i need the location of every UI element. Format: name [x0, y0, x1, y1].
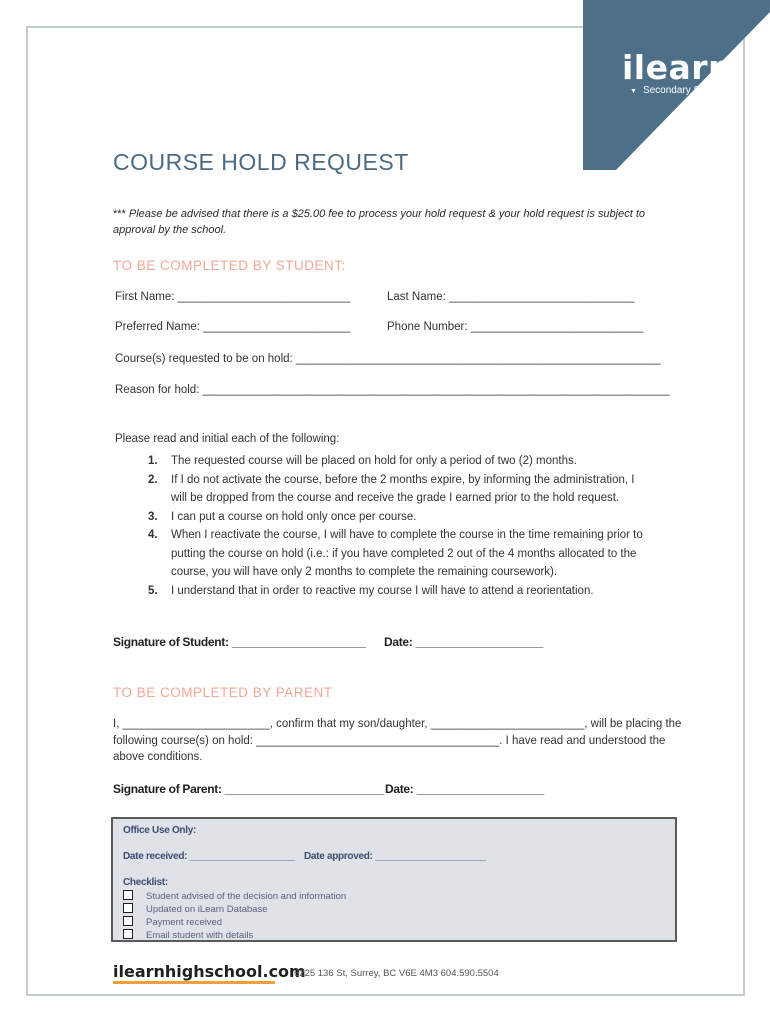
first-name-field[interactable]: First Name: ___________________________: [115, 291, 351, 303]
item-text: When I reactivate the course, I will have to complete the course in the time remaining prior to putting the course on hold (i.e.: if you have completed 2 out of the 4 months allocated to the course, you will have only 2 months to complete the remaining coursework).: [171, 529, 643, 578]
checklist-item-label: Student advised of the decision and information: [146, 891, 347, 902]
parent-signature-field[interactable]: Signature of Parent: _________________________: [113, 782, 385, 796]
conditions-list: [144, 452, 644, 600]
instructions-intro: Please read and initial each of the following:: [115, 433, 340, 445]
footer-address: 6225 136 St, Surrey, BC V6E 4M3 604.590.5504: [294, 968, 499, 979]
brand-logo: ilearn: [622, 48, 733, 87]
item-text: The requested course will be placed on hold for only a period of two (2) months.: [171, 455, 577, 467]
checklist-item[interactable]: [123, 916, 222, 928]
checkbox-icon[interactable]: [123, 890, 133, 900]
last-name-field[interactable]: Last Name: _____________________________: [387, 291, 635, 303]
date-received-field[interactable]: Date received: ____________________: [123, 851, 295, 862]
item-number: 3.: [148, 510, 158, 523]
courses-field[interactable]: Course(s) requested to be on hold: _________________________________________________________: [115, 353, 661, 365]
student-section-heading: TO BE COMPLETED BY STUDENT:: [113, 258, 346, 273]
brand-subtitle-text: Secondary School: [642, 85, 725, 96]
item-text: If I do not activate the course, before the 2 months expire, by informing the administration, I will be dropped from the course and receive the grade I earned prior to the hold request.: [171, 473, 635, 504]
phone-number-field[interactable]: Phone Number: ___________________________: [387, 321, 644, 333]
list-item: [144, 471, 644, 508]
list-item: [144, 508, 644, 527]
list-item: [144, 582, 644, 601]
checkbox-icon[interactable]: [123, 903, 133, 913]
website-link[interactable]: ilearnhighschool.com: [113, 962, 306, 981]
parent-statement[interactable]: I, _______________________, confirm that my son/daughter, ________________________, will be placing the following course(s) on hold: ______________________________________. I have read and understood the above conditions.: [113, 718, 682, 763]
item-text: I understand that in order to reactive my course I will have to attend a reorientation.: [171, 584, 594, 597]
item-number: 4.: [148, 529, 158, 541]
parent-date-field[interactable]: Date: ____________________: [385, 782, 545, 796]
list-item: [144, 452, 644, 471]
notice-text: Please be advised that there is a $25.00 fee to process your hold request & your hold request is subject to approval by the school.: [113, 208, 645, 236]
student-signature-field[interactable]: Signature of Student: _____________________: [113, 635, 366, 649]
triangle-down-icon: ▼: [630, 88, 637, 95]
item-number: 2.: [148, 473, 158, 486]
page-title: COURSE HOLD REQUEST: [113, 149, 409, 175]
item-number: 5.: [148, 584, 158, 597]
website-underline: [113, 981, 275, 984]
item-number: 1.: [148, 455, 158, 467]
preferred-name-field[interactable]: Preferred Name: _______________________: [115, 321, 351, 333]
checkbox-icon[interactable]: [123, 916, 133, 926]
item-text: I can put a course on hold only once per course.: [171, 510, 417, 523]
brand-subtitle: [630, 85, 724, 96]
notice-stars: ***: [113, 208, 126, 220]
date-approved-field[interactable]: Date approved: _____________________: [304, 851, 486, 862]
checkbox-icon[interactable]: [123, 929, 133, 939]
parent-section-heading: TO BE COMPLETED BY PARENT: [113, 685, 333, 700]
student-date-field[interactable]: Date: ____________________: [384, 635, 544, 649]
checklist-item[interactable]: [123, 929, 253, 941]
checklist-item[interactable]: [123, 890, 346, 902]
checklist-item[interactable]: [123, 903, 267, 915]
checklist-item-label: Updated on iLearn Database: [146, 904, 268, 915]
reason-field[interactable]: Reason for hold: _________________________________________________________________________: [115, 384, 670, 396]
office-heading: Office Use Only:: [123, 825, 196, 836]
list-item: [144, 526, 644, 582]
office-use-box: [111, 817, 677, 942]
checklist-item-label: Email student with details: [146, 930, 254, 941]
fee-notice: [113, 206, 673, 238]
checklist-item-label: Payment received: [146, 917, 223, 928]
checklist-label: Checklist:: [123, 877, 168, 888]
